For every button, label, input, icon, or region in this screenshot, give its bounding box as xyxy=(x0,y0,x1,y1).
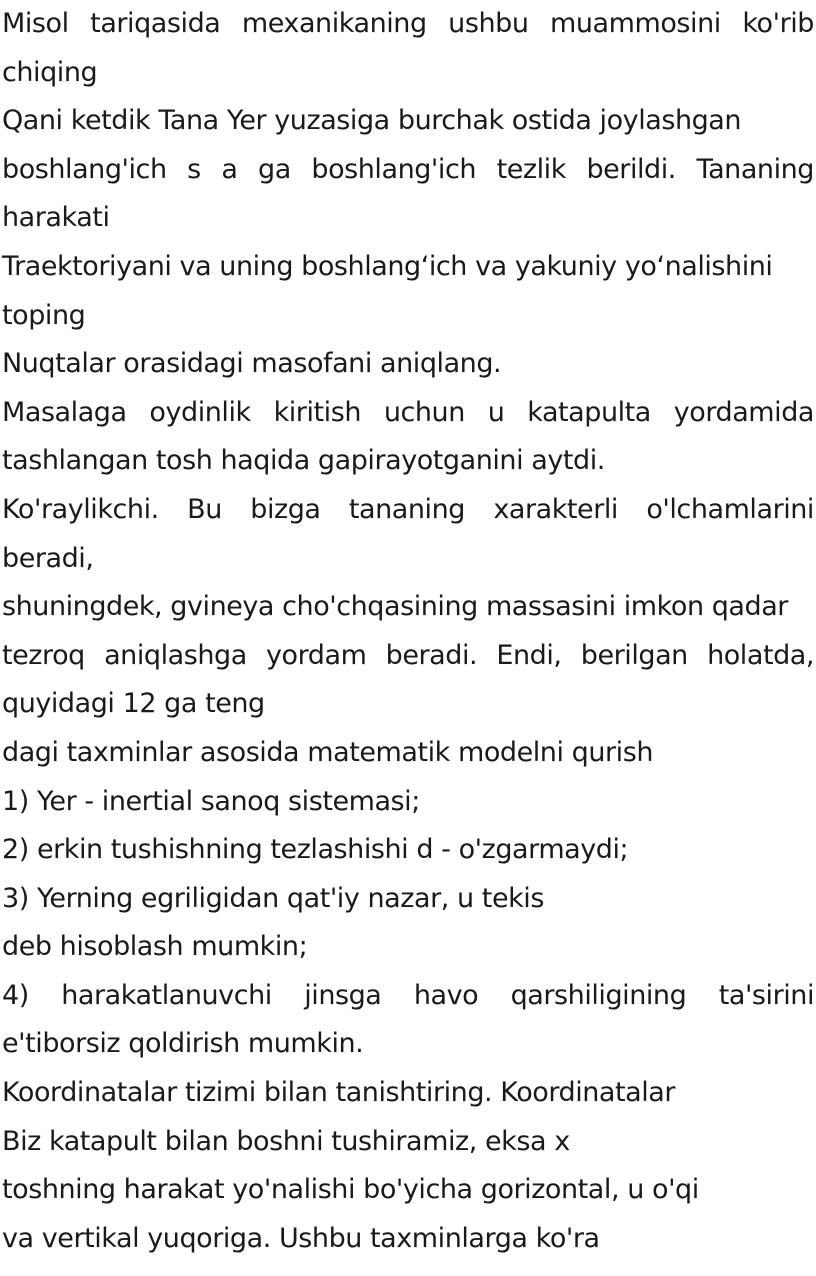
text-line: 2) erkin tushishning tezlashishi d - o'zgarmaydi; xyxy=(2,834,629,866)
text-line: tezroq aniqlashga yordam beradi. Endi, berilgan holatda, xyxy=(2,639,814,671)
text-line: deb hisoblash mumkin; xyxy=(2,931,308,963)
text-line: toshning harakat yo'nalishi bo'yicha gorizontal, u o'qi xyxy=(2,1174,699,1206)
text-line: harakati xyxy=(2,202,110,234)
text-line: 3) Yerning egriligidan qat'iy nazar, u tekis xyxy=(2,882,544,914)
text-line: beradi, xyxy=(2,542,94,574)
text-line: dagi taxminlar asosida matematik modelni qurish xyxy=(2,736,653,768)
text-line: Ko'raylikchi. Bu bizga tananing xarakterli o'lchamlarini xyxy=(2,493,814,525)
text-line: 1) Yer - inertial sanoq sistemasi; xyxy=(2,785,420,817)
text-line: quyidagi 12 ga teng xyxy=(2,688,265,720)
text-line: chiqing xyxy=(2,56,98,88)
text-line: Qani ketdik Tana Yer yuzasiga burchak ostida joylashgan xyxy=(2,105,742,137)
text-line: toping xyxy=(2,299,86,331)
text-line: Koordinatalar tizimi bilan tanishtiring. Koordinatalar xyxy=(2,1077,676,1109)
text-line: Masalaga oydinlik kiritish uchun u katapulta yordamida xyxy=(2,396,814,428)
text-line: shuningdek, gvineya cho'chqasining massasini imkon qadar xyxy=(2,591,788,623)
text-line: va vertikal yuqoriga. Ushbu taxminlarga ko'ra xyxy=(2,1222,600,1254)
text-line: Nuqtalar orasidagi masofani aniqlang. xyxy=(2,348,502,380)
text-line: Traektoriyani va uning boshlang‘ich va yakuniy yo‘nalishini xyxy=(2,250,773,282)
text-line: Biz katapult bilan boshni tushiramiz, eksa x xyxy=(2,1125,570,1157)
text-line: 4) harakatlanuvchi jinsga havo qarshiligining ta'sirini xyxy=(2,979,814,1011)
text-line: boshlang'ich s a ga boshlang'ich tezlik berildi. Tananing xyxy=(2,153,814,185)
text-line: tashlangan tosh haqida gapirayotganini aytdi. xyxy=(2,445,605,477)
document-body xyxy=(2,0,814,1263)
text-line: Misol tariqasida mexanikaning ushbu muammosini ko'rib xyxy=(2,8,814,39)
text-line: e'tiborsiz qoldirish mumkin. xyxy=(2,1028,364,1060)
